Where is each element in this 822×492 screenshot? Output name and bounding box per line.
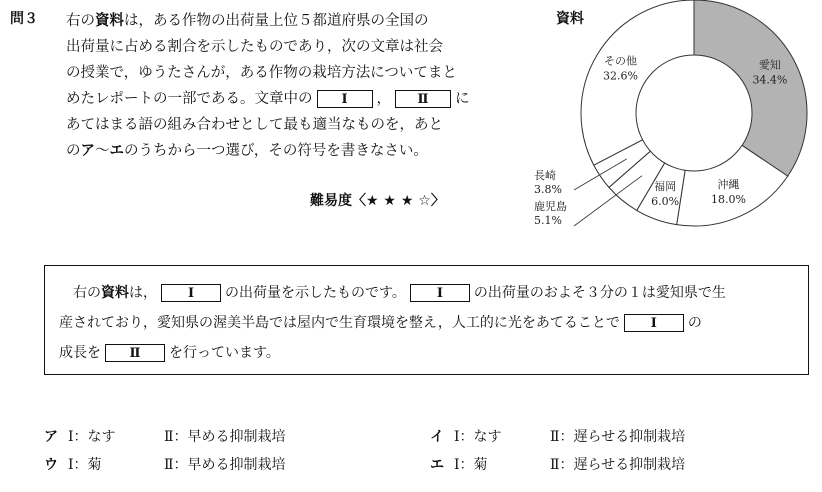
choice-term-ii: Ⅱ：遅らせる抑制栽培 xyxy=(550,457,686,473)
slice-value-3: 5.1% xyxy=(534,214,562,227)
slice-value-1: 18.0% xyxy=(710,192,746,206)
question-line-1 xyxy=(66,8,486,34)
choice-symbol: エ xyxy=(430,457,444,473)
choice-symbol: ア xyxy=(44,429,58,445)
report-line-1 xyxy=(59,278,794,308)
blank-box-i: Ⅰ xyxy=(624,314,684,332)
text-segment: のうちから一つ選び，その符号を書きなさい。 xyxy=(124,143,428,159)
choice-i[interactable] xyxy=(430,426,685,446)
text-segment: 産されており，愛知県の渥美半島では屋内で生育環境を整え，人工的に光をあてることで xyxy=(59,315,620,331)
slice-label-5: その他 xyxy=(603,54,637,68)
choice-term-i: Ⅰ：なす xyxy=(68,429,116,445)
slice-label-2: 福岡 xyxy=(654,179,677,193)
blank-box-ii: Ⅱ xyxy=(105,344,165,362)
text-segment: に xyxy=(455,91,470,107)
text-segment: は，ある作物の出荷量上位５都道府県の全国の xyxy=(124,13,429,29)
question-line-4 xyxy=(66,86,486,112)
choice-term-i: Ⅰ：なす xyxy=(454,429,502,445)
blank-box-i: Ⅰ xyxy=(317,90,373,108)
text-segment: は， xyxy=(129,285,157,301)
question-line-5: あてはまる語の組み合わせとして最も適当なものを，あと xyxy=(66,117,443,133)
choice-term-ii: Ⅱ：早める抑制栽培 xyxy=(164,457,286,473)
slice-value-0: 34.4% xyxy=(752,73,788,87)
text-segment: の xyxy=(687,315,702,331)
report-line-3 xyxy=(59,338,794,368)
pie-hole xyxy=(636,55,752,171)
choice-term-ii: Ⅱ：遅らせる抑制栽培 xyxy=(550,429,686,445)
question-text xyxy=(66,8,486,164)
text-segment: ～ xyxy=(95,143,110,159)
keyword-resource: 資料 xyxy=(101,285,129,301)
choice-symbol-a: ア xyxy=(80,143,95,159)
choice-term-ii: Ⅱ：早める抑制栽培 xyxy=(164,429,286,445)
pie-chart xyxy=(520,0,822,250)
text-segment: 成長を xyxy=(59,345,101,361)
blank-box-ii: Ⅱ xyxy=(395,90,451,108)
slice-label-4: 長崎 xyxy=(534,169,556,182)
text-segment: を行っています。 xyxy=(169,345,280,361)
text-segment: ， xyxy=(376,91,391,107)
text-segment: の出荷量を示したものです。 xyxy=(225,285,406,301)
choice-e[interactable] xyxy=(430,454,685,474)
text-segment: 右の xyxy=(73,285,101,301)
question-line-3: の授業で，ゆうたさんが，ある作物の栽培方法についてまと xyxy=(66,65,457,81)
blank-box-i: Ⅰ xyxy=(410,284,470,302)
report-line-2 xyxy=(59,308,794,338)
slice-value-4: 3.8% xyxy=(534,183,562,196)
slice-label-1: 沖縄 xyxy=(717,177,740,191)
difficulty-rating: 難易度〈★ ★ ★ ☆〉 xyxy=(310,193,445,209)
choice-term-i: Ⅰ：菊 xyxy=(68,457,102,473)
slice-value-2: 6.0% xyxy=(651,194,680,208)
slice-label-0: 愛知 xyxy=(758,58,781,72)
choice-u[interactable] xyxy=(44,454,286,474)
choice-a[interactable] xyxy=(44,426,286,446)
resource-title: 資料 xyxy=(556,11,584,27)
report-box xyxy=(44,265,809,375)
choice-term-i: Ⅰ：菊 xyxy=(454,457,488,473)
text-segment: の xyxy=(66,143,81,159)
text-segment: の出荷量のおよそ３分の１は愛知県で生 xyxy=(473,285,726,301)
blank-box-i: Ⅰ xyxy=(161,284,221,302)
choice-symbol-e: エ xyxy=(109,143,124,159)
slice-value-5: 32.6% xyxy=(603,69,638,83)
keyword-resource: 資料 xyxy=(95,13,124,29)
text-segment: めたレポートの一部である。文章中の xyxy=(66,91,313,107)
choice-symbol: イ xyxy=(430,429,444,445)
choice-symbol: ウ xyxy=(44,457,58,473)
text-segment: 右の xyxy=(66,13,95,29)
question-line-6 xyxy=(66,138,486,164)
question-number: 問３ xyxy=(10,11,38,27)
question-line-2: 出荷量に占める割合を示したものであり，次の文章は社会 xyxy=(66,39,443,55)
slice-label-3: 鹿児島 xyxy=(534,200,567,213)
